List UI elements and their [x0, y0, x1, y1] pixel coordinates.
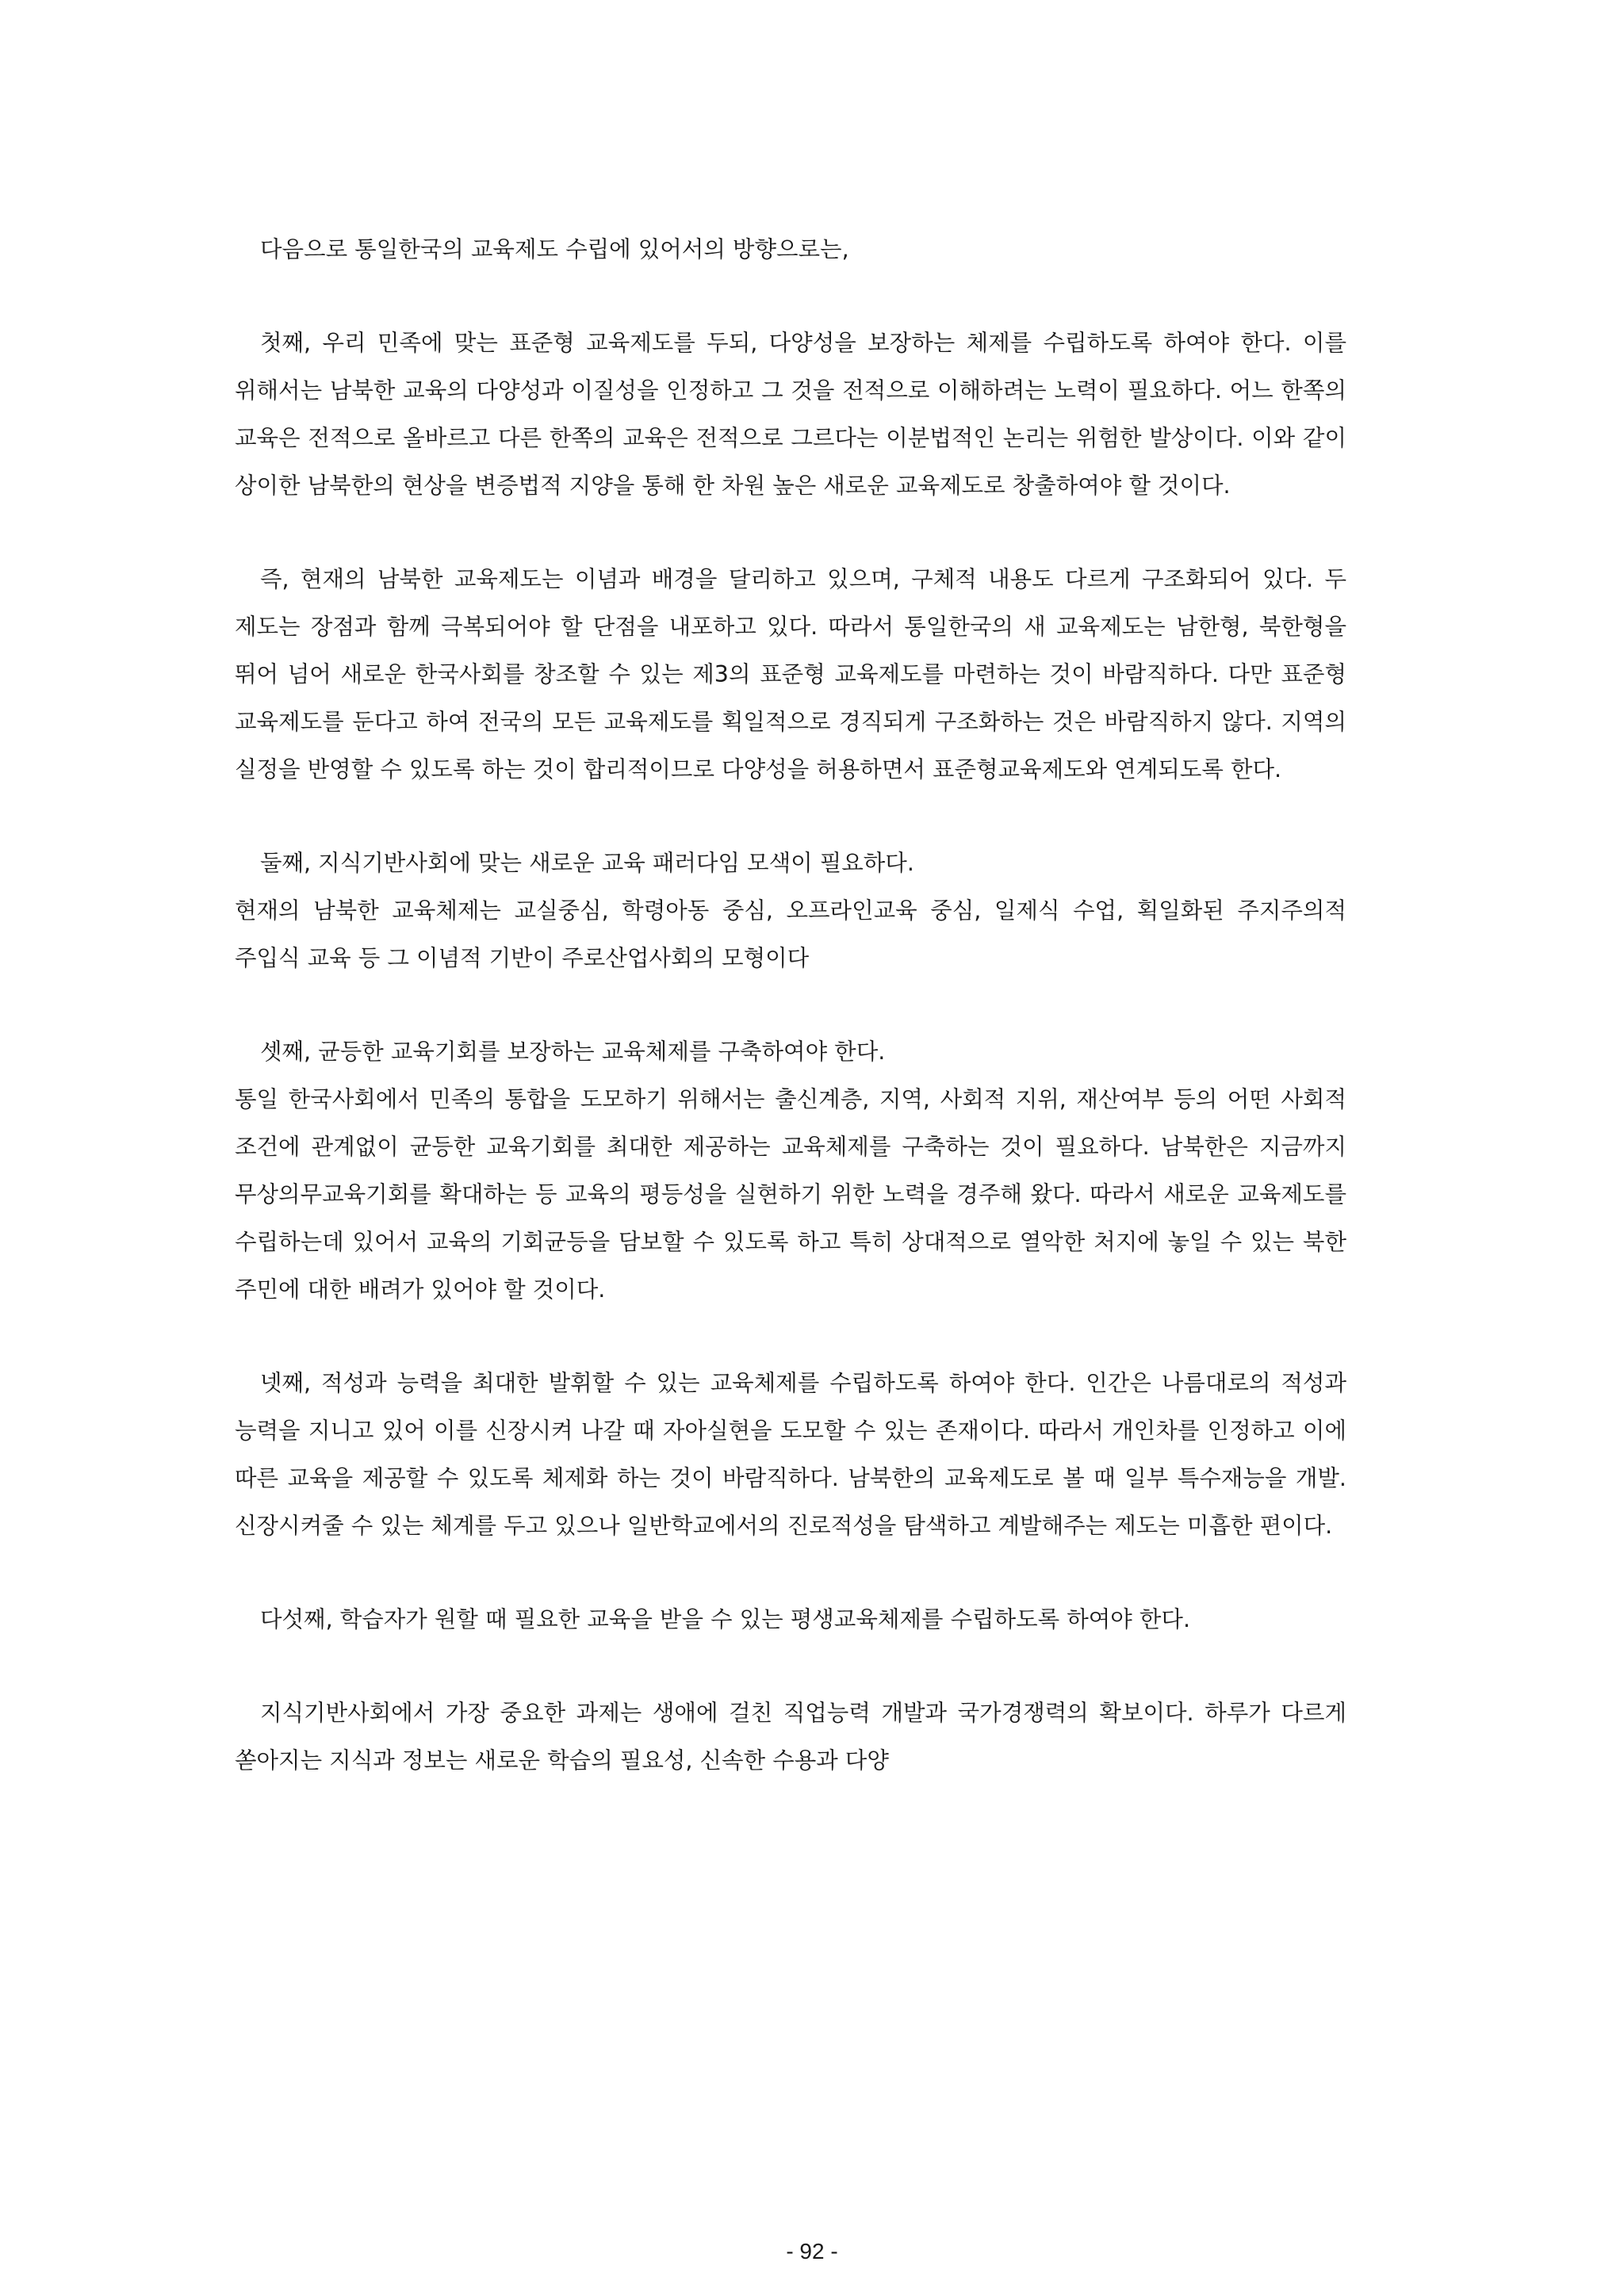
page-number: - 92 - — [786, 2239, 838, 2263]
paragraph-third-heading: 셋째, 균등한 교육기회를 보장하는 교육체제를 구축하여야 한다. — [260, 1039, 886, 1065]
document-body — [235, 226, 1346, 1785]
paragraph-first-detail: 즉, 현재의 남북한 교육제도는 이념과 배경을 달리하고 있으며, 구체적 내용도 다르게 구조화되어 있다. 두 제도는 장점과 함께 극복되어야 할 단점을 내포하고 있다. 따라서 통일한국의 새 교육제도는 남한형, 북한형을 뛰어 넘어 새로운 한국사회를 창조할 수 있는 제3의 표준형 교육제도를 마련하는 것이 바람직하다. 다만 표준형 교육제도를 둔다고 하여 전국의 모든 교육제도를 획일적으로 경직되게 구조화하는 것은 바람직하지 않다. 지역의 실정을 반영할 수 있도록 하는 것이 합리적이므로 다양성을 허용하면서 표준형교육제도와 연계되도록 한다. — [235, 566, 1346, 783]
paragraph-second-heading: 둘째, 지식기반사회에 맞는 새로운 교육 패러다임 모색이 필요하다. — [260, 850, 914, 876]
paragraph-first: 첫째, 우리 민족에 맞는 표준형 교육제도를 두되, 다양성을 보장하는 체제를 수립하도록 하여야 한다. 이를 위해서는 남북한 교육의 다양성과 이질성을 인정하고 그 것을 전적으로 이해하려는 노력이 필요하다. 어느 한쪽의 교육은 전적으로 올바르고 다른 한쪽의 교육은 전적으로 그르다는 이분법적인 논리는 위험한 발상이다. 이와 같이 상이한 남북한의 현상을 변증법적 지양을 통해 한 차원 높은 새로운 교육제도로 창출하여야 할 것이다. — [235, 330, 1346, 499]
paragraph-third-body: 통일 한국사회에서 민족의 통합을 도모하기 위해서는 출신계층, 지역, 사회적 지위, 재산여부 등의 어떤 사회적 조건에 관계없이 균등한 교육기회를 최대한 제공하는 교육체제를 구축하는 것이 필요하다. 남북한은 지금까지 무상의무교육기회를 확대하는 등 교육의 평등성을 실현하기 위한 노력을 경주해 왔다. 따라서 새로운 교육제도를 수립하는데 있어서 교육의 기회균등을 담보할 수 있도록 하고 특히 상대적으로 열악한 처지에 놓일 수 있는 북한 주민에 대한 배려가 있어야 할 것이다. — [235, 1086, 1346, 1303]
paragraph-fifth: 다섯째, 학습자가 원할 때 필요한 교육을 받을 수 있는 평생교육체제를 수립하도록 하여야 한다. — [260, 1606, 1191, 1632]
paragraph-intro: 다음으로 통일한국의 교육제도 수립에 있어서의 방향으로는, — [260, 236, 849, 262]
paragraph-second-body: 현재의 남북한 교육체제는 교실중심, 학령아동 중심, 오프라인교육 중심, 일제식 수업, 획일화된 주지주의적 주입식 교육 등 그 이념적 기반이 주로산업사회의 모형이다 — [235, 897, 1346, 971]
paragraph-fourth: 넷째, 적성과 능력을 최대한 발휘할 수 있는 교육체제를 수립하도록 하여야 한다. 인간은 나름대로의 적성과 능력을 지니고 있어 이를 신장시켜 나갈 때 자아실현을 도모할 수 있는 존재이다. 따라서 개인차를 인정하고 이에 따른 교육을 제공할 수 있도록 체제화 하는 것이 바람직하다. 남북한의 교육제도로 볼 때 일부 특수재능을 개발.신장시켜줄 수 있는 체계를 두고 있으나 일반학교에서의 진로적성을 탐색하고 계발해주는 제도는 미흡한 편이다. — [235, 1370, 1346, 1539]
paragraph-fifth-detail: 지식기반사회에서 가장 중요한 과제는 생애에 걸친 직업능력 개발과 국가경쟁력의 확보이다. 하루가 다르게 쏟아지는 지식과 정보는 새로운 학습의 필요성, 신속한 수용과 다양 — [235, 1700, 1346, 1774]
